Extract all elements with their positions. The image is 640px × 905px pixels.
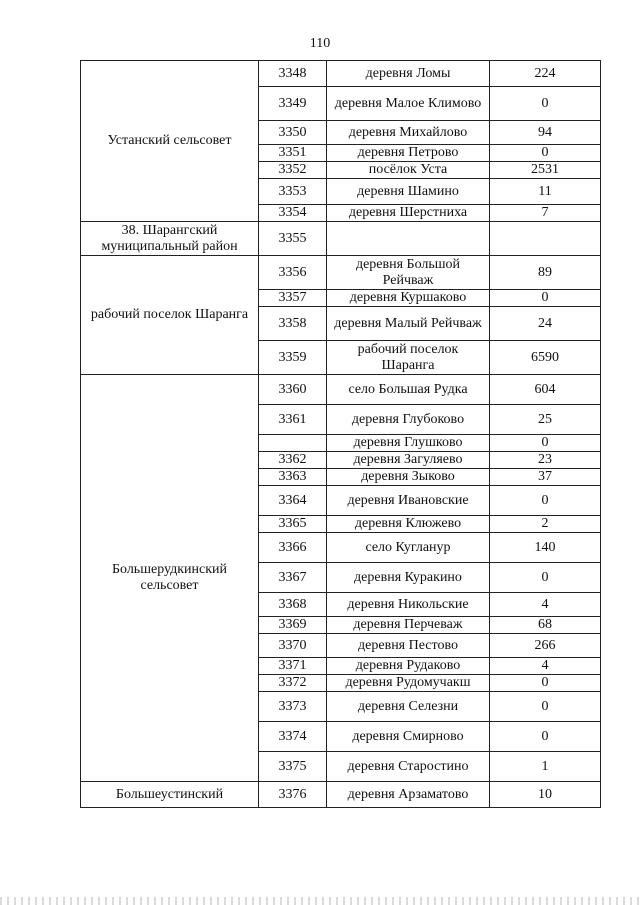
settlement-name-cell: деревня Перчеваж bbox=[327, 617, 490, 634]
record-number-cell: 3370 bbox=[259, 634, 327, 658]
settlement-name-cell: деревня Клюжево bbox=[327, 516, 490, 533]
population-cell: 2531 bbox=[490, 162, 601, 179]
record-number-cell: 3349 bbox=[259, 87, 327, 121]
record-number-cell: 3371 bbox=[259, 658, 327, 675]
record-number-cell: 3375 bbox=[259, 752, 327, 782]
population-cell: 7 bbox=[490, 205, 601, 222]
settlement-name-cell: село Кугланур bbox=[327, 533, 490, 563]
record-number-cell: 3353 bbox=[259, 179, 327, 205]
population-cell: 37 bbox=[490, 469, 601, 486]
scan-artifact-strip bbox=[0, 897, 640, 905]
settlement-name-cell: деревня Шерстниха bbox=[327, 205, 490, 222]
record-number-cell: 3365 bbox=[259, 516, 327, 533]
settlement-name-cell bbox=[327, 222, 490, 256]
settlement-name-cell: посёлок Уста bbox=[327, 162, 490, 179]
record-number-cell: 3361 bbox=[259, 405, 327, 435]
record-number-cell: 3363 bbox=[259, 469, 327, 486]
population-cell: 11 bbox=[490, 179, 601, 205]
settlement-name-cell: деревня Старостино bbox=[327, 752, 490, 782]
population-cell: 24 bbox=[490, 307, 601, 341]
population-cell: 266 bbox=[490, 634, 601, 658]
settlement-name-cell: деревня Шамино bbox=[327, 179, 490, 205]
record-number-cell: 3356 bbox=[259, 256, 327, 290]
record-number-cell: 3352 bbox=[259, 162, 327, 179]
population-cell: 94 bbox=[490, 121, 601, 145]
table-row bbox=[81, 375, 601, 405]
table-row bbox=[81, 222, 601, 256]
record-number-cell: 3362 bbox=[259, 452, 327, 469]
population-cell: 1 bbox=[490, 752, 601, 782]
table-row bbox=[81, 61, 601, 87]
record-number-cell: 3368 bbox=[259, 593, 327, 617]
settlement-name-cell: деревня Рудомучакш bbox=[327, 675, 490, 692]
record-number-cell: 3374 bbox=[259, 722, 327, 752]
population-cell: 0 bbox=[490, 692, 601, 722]
settlement-name-cell: деревня Малое Климово bbox=[327, 87, 490, 121]
record-number-cell: 3372 bbox=[259, 675, 327, 692]
district-cell: 38. Шарангский муниципальный район bbox=[81, 222, 259, 256]
settlements-table bbox=[80, 60, 601, 808]
population-cell: 0 bbox=[490, 87, 601, 121]
settlement-name-cell: деревня Арзаматово bbox=[327, 782, 490, 808]
settlement-name-cell: деревня Пестово bbox=[327, 634, 490, 658]
population-cell: 4 bbox=[490, 593, 601, 617]
population-cell: 10 bbox=[490, 782, 601, 808]
population-cell: 2 bbox=[490, 516, 601, 533]
population-cell: 4 bbox=[490, 658, 601, 675]
record-number-cell: 3348 bbox=[259, 61, 327, 87]
district-cell: рабочий поселок Шаранга bbox=[81, 256, 259, 375]
record-number-cell bbox=[259, 435, 327, 452]
settlement-name-cell: деревня Глушково bbox=[327, 435, 490, 452]
population-cell: 140 bbox=[490, 533, 601, 563]
record-number-cell: 3351 bbox=[259, 145, 327, 162]
page-number: 110 bbox=[309, 36, 331, 51]
settlement-name-cell: деревня Смирново bbox=[327, 722, 490, 752]
settlement-name-cell: рабочий поселок Шаранга bbox=[327, 341, 490, 375]
district-cell: Большерудкинский сельсовет bbox=[81, 375, 259, 782]
population-cell: 68 bbox=[490, 617, 601, 634]
record-number-cell: 3354 bbox=[259, 205, 327, 222]
settlement-name-cell: деревня Петрово bbox=[327, 145, 490, 162]
settlement-name-cell: деревня Малый Рейчваж bbox=[327, 307, 490, 341]
record-number-cell: 3359 bbox=[259, 341, 327, 375]
settlement-name-cell: деревня Ивановские bbox=[327, 486, 490, 516]
population-cell: 0 bbox=[490, 145, 601, 162]
record-number-cell: 3357 bbox=[259, 290, 327, 307]
record-number-cell: 3369 bbox=[259, 617, 327, 634]
district-cell: Устанский сельсовет bbox=[81, 61, 259, 222]
population-cell: 604 bbox=[490, 375, 601, 405]
population-cell: 0 bbox=[490, 290, 601, 307]
settlement-name-cell: деревня Рудаково bbox=[327, 658, 490, 675]
record-number-cell: 3350 bbox=[259, 121, 327, 145]
record-number-cell: 3373 bbox=[259, 692, 327, 722]
record-number-cell: 3360 bbox=[259, 375, 327, 405]
settlement-name-cell: деревня Глубоково bbox=[327, 405, 490, 435]
population-cell: 0 bbox=[490, 486, 601, 516]
settlement-name-cell: деревня Ломы bbox=[327, 61, 490, 87]
population-cell: 0 bbox=[490, 563, 601, 593]
population-cell: 0 bbox=[490, 675, 601, 692]
table-row bbox=[81, 256, 601, 290]
settlement-name-cell: деревня Большой Рейчваж bbox=[327, 256, 490, 290]
table-row bbox=[81, 782, 601, 808]
settlement-name-cell: деревня Михайлово bbox=[327, 121, 490, 145]
district-cell: Большеустинский bbox=[81, 782, 259, 808]
settlement-name-cell: деревня Никольские bbox=[327, 593, 490, 617]
settlement-name-cell: деревня Куршаково bbox=[327, 290, 490, 307]
record-number-cell: 3376 bbox=[259, 782, 327, 808]
record-number-cell: 3358 bbox=[259, 307, 327, 341]
settlement-name-cell: деревня Куракино bbox=[327, 563, 490, 593]
population-cell: 0 bbox=[490, 435, 601, 452]
settlement-name-cell: село Большая Рудка bbox=[327, 375, 490, 405]
population-cell: 23 bbox=[490, 452, 601, 469]
record-number-cell: 3355 bbox=[259, 222, 327, 256]
population-cell bbox=[490, 222, 601, 256]
settlement-name-cell: деревня Зыково bbox=[327, 469, 490, 486]
population-cell: 0 bbox=[490, 722, 601, 752]
population-cell: 6590 bbox=[490, 341, 601, 375]
record-number-cell: 3366 bbox=[259, 533, 327, 563]
population-cell: 25 bbox=[490, 405, 601, 435]
settlement-name-cell: деревня Загуляево bbox=[327, 452, 490, 469]
record-number-cell: 3364 bbox=[259, 486, 327, 516]
population-cell: 224 bbox=[490, 61, 601, 87]
settlement-name-cell: деревня Селезни bbox=[327, 692, 490, 722]
record-number-cell: 3367 bbox=[259, 563, 327, 593]
population-cell: 89 bbox=[490, 256, 601, 290]
